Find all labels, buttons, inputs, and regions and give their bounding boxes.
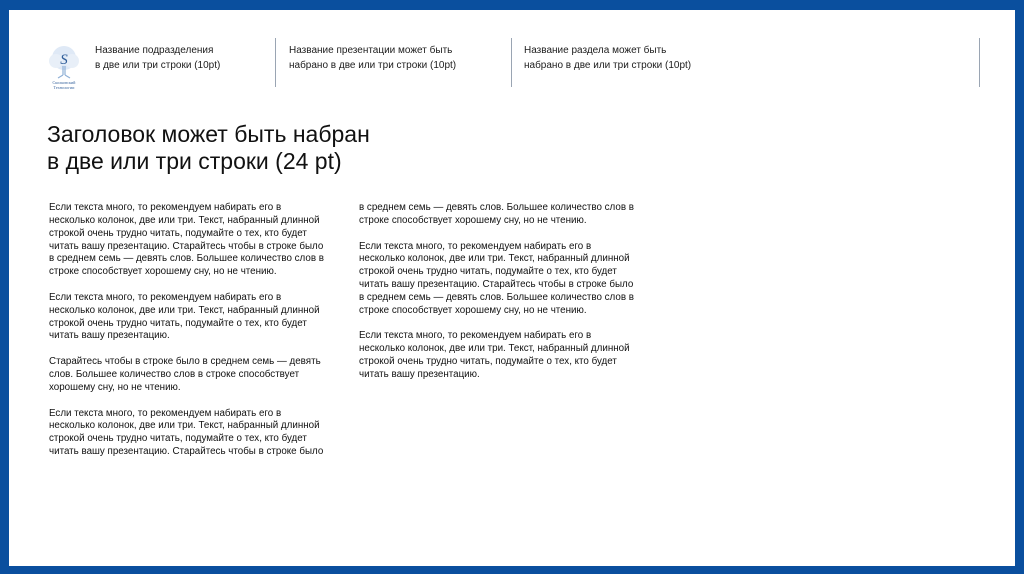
slide-title: Заголовок может быть набран в две или три строки (24 pt) — [47, 121, 370, 174]
tree-logo-icon — [42, 42, 86, 80]
header-presentation-name: Название презентации может быть набрано в две или три строки (10pt) — [289, 45, 457, 71]
text-column-right — [359, 202, 669, 382]
paragraph: Если текста много, то рекомендуем набирать его в несколько колонок, две или три. Текст, набранный длинной строкой очень трудно читать, подумайте о тех, кто будет читать вашу презентацию. — [359, 330, 630, 380]
logo-text-line1: Сколковский — [52, 80, 76, 85]
paragraph: Если текста много, то рекомендуем набирать его в несколько колонок, две или три. Текст, набранный длинной строкой очень трудно читать, подумайте о тех, кто будет читать вашу презентацию. — [49, 291, 320, 342]
header-divider — [275, 38, 276, 87]
text-column-left — [49, 202, 359, 459]
header-divider — [979, 38, 980, 87]
paragraph: в среднем семь — девять слов. Большее количество слов в строке способствует хорошему сну, но не чтению. — [359, 202, 634, 226]
paragraph: Если текста много, то рекомендуем набирать его в несколько колонок, две или три. Текст, набранный длинной строкой очень трудно читать, подумайте о тех, кто будет читать вашу презентацию. Старайтесь чтобы в строке было в среднем семь — девять слов. Большее количество слов в строке способствует хорошему сну, но не чтению. — [49, 202, 324, 278]
logo-letter: S — [60, 52, 68, 68]
paragraph: Если текста много, то рекомендуем набирать его в несколько колонок, две или три. Текст, набранный длинной строкой очень трудно читать, подумайте о тех, кто будет читать вашу презентацию. Старайтесь чтобы в строке было — [49, 407, 324, 458]
logo-text — [42, 80, 86, 90]
paragraph: Старайтесь чтобы в строке было в среднем семь — девять слов. Большее количество слов в строке способствует хорошему сну, но не чтению. — [49, 356, 321, 393]
logo — [42, 42, 86, 94]
paragraph: Если текста много, то рекомендуем набирать его в несколько колонок, две или три. Текст, набранный длинной строкой очень трудно читать, подумайте о тех, кто будет читать вашу презентацию. Старайтесь чтобы в строке было в среднем семь — девять слов. Большее количество слов в строке способствует хорошему сну, но не чтению. — [359, 240, 634, 316]
header-divider — [511, 38, 512, 87]
logo-text-line2: Технологии — [53, 85, 75, 90]
header-section-name: Название раздела может быть набрано в две или три строки (10pt) — [524, 45, 692, 71]
header-subdivision: Название подразделения в две или три строки (10pt) — [95, 45, 221, 71]
